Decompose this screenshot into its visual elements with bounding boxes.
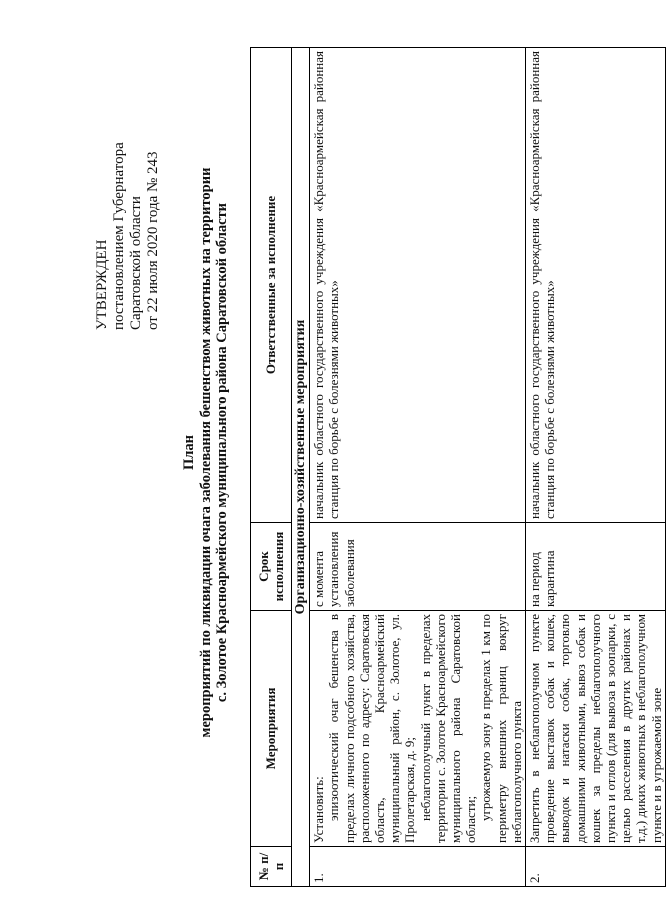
title-line-2: мероприятий по ликвидации очага заболевания бешенством животных на территории bbox=[197, 167, 214, 738]
row-number: 1. bbox=[310, 847, 526, 887]
table-row bbox=[526, 48, 666, 887]
approval-line-4: от 22 июля 2020 года № 243 bbox=[145, 151, 161, 330]
row-responsible: начальник областного государственного учреждения «Красноармейская районная станция по борьбе с болезнями животных» bbox=[526, 48, 666, 523]
table-row bbox=[310, 48, 526, 887]
header-term: Срок исполнения bbox=[251, 523, 292, 611]
row-activity: Запретить в неблагополучном пункте проведение выставок собак и кошек, выводок и натаски собак, торговлю домашними животными, вывоз собак и кошек за пределы неблагополучного пункта и отлов (для вывоза в зоопарки, с целью расселения в других районах и т.д.) диких животных в неблагополучном пункте и в угрожаемой зоне bbox=[526, 611, 666, 847]
table-header-row bbox=[251, 48, 292, 887]
row-number: 2. bbox=[526, 847, 666, 887]
approval-line-2: постановлением Губернатора bbox=[111, 142, 127, 330]
activities-table bbox=[250, 47, 666, 887]
activity-intro: Установить: bbox=[311, 776, 327, 843]
section-row bbox=[292, 48, 310, 887]
title-line-3: с. Золотое Красноармейского муниципального района Саратовской области bbox=[214, 202, 230, 703]
approval-line-1: УТВЕРЖДЕН bbox=[94, 239, 110, 330]
header-number: № п/п bbox=[251, 847, 292, 887]
header-activity: Мероприятия bbox=[251, 611, 292, 847]
document-title bbox=[181, 0, 231, 905]
approval-stamp bbox=[94, 142, 162, 330]
activity-paragraph: неблагополучный пункт в пределах территории с. Золотое Красноармейского муниципального района Саратовской области; bbox=[417, 614, 479, 843]
approval-line-3: Саратовской области bbox=[128, 196, 144, 330]
row-responsible: начальник областного государственного учреждения «Красноармейская районная станция по борьбе с болезнями животных» bbox=[310, 48, 526, 523]
activity-paragraph: эпизоотический очаг бешенства в пределах личного подсобного хозяйства, расположенного по адресу: Саратовская область, Красноармейский муниципальный район, с. Золотое, ул. Пролетарская, д. 9; bbox=[326, 614, 418, 843]
row-term: на период карантина bbox=[526, 523, 666, 611]
activity-paragraph: угрожаемую зону в пределах 1 км по периметру внешних границ вокруг неблагополучного пункта bbox=[478, 614, 524, 843]
title-line-1: План bbox=[181, 434, 197, 471]
row-term: с момента установления заболевания bbox=[310, 523, 526, 611]
section-title: Организационно-хозяйственные мероприятия bbox=[292, 48, 310, 887]
header-responsible: Ответственные за исполнение bbox=[251, 48, 292, 523]
row-activity bbox=[310, 611, 526, 847]
